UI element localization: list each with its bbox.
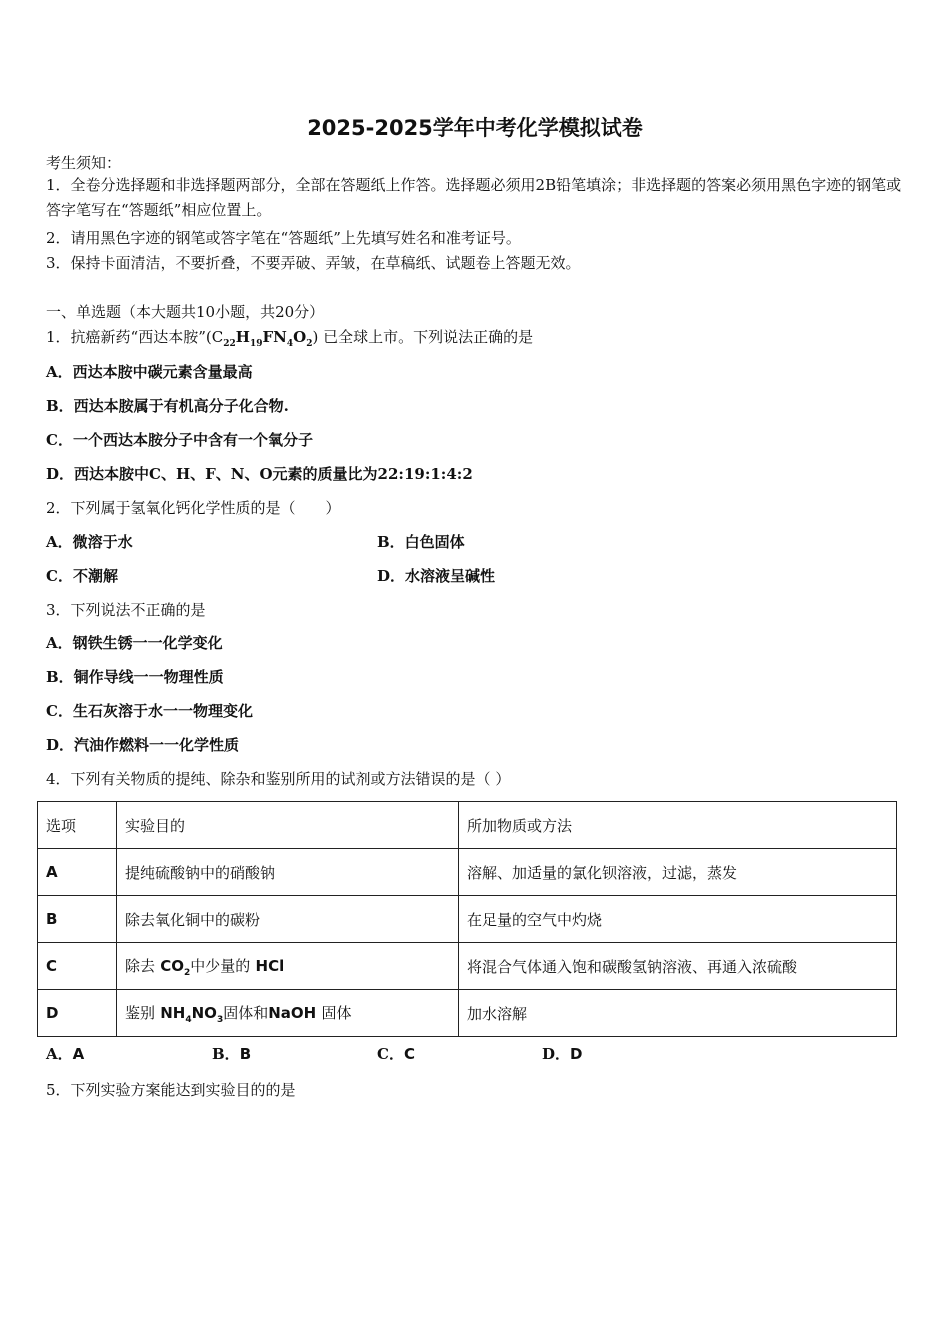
notice-heading: 考生须知：: [46, 154, 122, 172]
notice-item-2: 2．请用黑色字迹的钢笔或答字笔在“答题纸”上先填写姓名和准考证号。: [46, 229, 521, 247]
question-3-option-c: C．生石灰溶于水一一物理变化: [46, 702, 253, 720]
question-1-option-d: D．西达本胺中C、H、F、N、O元素的质量比为22:19:1:4:2: [46, 465, 473, 483]
table-row: [38, 896, 897, 943]
table-header-goal: 实验目的: [117, 802, 459, 849]
table-cell-method: 将混合气体通入饱和碳酸氢钠溶液、再通入浓硫酸: [459, 943, 897, 990]
notice-item-1: 1．全卷分选择题和非选择题两部分，全部在答题纸上作答。选择题必须用2B铅笔填涂；非选择题的答案必须用黑色字迹的钢笔或答字笔写在“答题纸”相应位置上。: [46, 176, 902, 219]
exam-title: 2025-2025学年中考化学模拟试卷: [307, 116, 643, 140]
question-2-stem: 2．下列属于氢氧化钙化学性质的是（ ）: [46, 499, 341, 517]
table-row: [38, 943, 897, 990]
question-2-option-c: C．不潮解: [46, 567, 118, 585]
question-4-answer-c: C．C: [377, 1045, 415, 1063]
table-header-row: [38, 802, 897, 849]
table-cell-method: 溶解、加适量的氯化钡溶液，过滤，蒸发: [459, 849, 897, 896]
table-cell-option: A: [38, 849, 117, 896]
table-cell-option: C: [38, 943, 117, 990]
question-1-option-b: B．西达本胺属于有机高分子化合物.: [46, 397, 289, 415]
question-3-option-d: D．汽油作燃料一一化学性质: [46, 736, 240, 754]
question-3-option-b: B．铜作导线一一物理性质: [46, 668, 224, 686]
table-cell-method: 在足量的空气中灼烧: [459, 896, 897, 943]
table-cell-method: 加水溶解: [459, 990, 897, 1037]
table-cell-goal: 除去氧化铜中的碳粉: [117, 896, 459, 943]
table-cell-option: B: [38, 896, 117, 943]
question-5-stem: 5．下列实验方案能达到实验目的的是: [46, 1081, 296, 1099]
table-header-method: 所加物质或方法: [459, 802, 897, 849]
question-3-option-a: A．钢铁生锈一一化学变化: [46, 634, 223, 652]
question-2-option-b: B．白色固体: [377, 533, 465, 551]
table-cell-goal: 除去 $CO_2$中少量的 HCl: [117, 943, 459, 990]
question-4-answer-b: B．B: [212, 1045, 252, 1063]
section-heading: 一、单选题（本大题共10小题，共20分）: [46, 303, 325, 321]
table-row: [38, 990, 897, 1037]
table-cell-goal: 鉴别 $NH_4NO_3$固体和NaOH 固体: [117, 990, 459, 1037]
question-1-option-a: A．西达本胺中碳元素含量最高: [46, 363, 253, 381]
question-4-answer-d: D．D: [542, 1045, 583, 1063]
notice-item-3: 3．保持卡面清洁，不要折叠，不要弄破、弄皱，在草稿纸、试题卷上答题无效。: [46, 254, 581, 272]
question-4-stem: 4．下列有关物质的提纯、除杂和鉴别所用的试剂或方法错误的是（ ）: [46, 770, 511, 788]
question-3-stem: 3．下列说法不正确的是: [46, 601, 206, 619]
table-cell-option: D: [38, 990, 117, 1037]
question-2-option-a: A．微溶于水: [46, 533, 133, 551]
table-cell-goal: 提纯硫酸钠中的硝酸钠: [117, 849, 459, 896]
question-1-stem: 1．抗癌新药“西达本胺$”(C_{22}H_{19}FN_4O_2)$ 已全球上市。下列说法正确的是: [46, 328, 534, 349]
table-row: [38, 849, 897, 896]
question-4-table: [37, 801, 897, 1037]
table-header-option: 选项: [38, 802, 117, 849]
question-4-answer-a: A．A: [46, 1045, 85, 1063]
question-2-option-d: D．水溶液呈碱性: [377, 567, 496, 585]
question-1-option-c: C．一个西达本胺分子中含有一个氧分子: [46, 431, 313, 449]
